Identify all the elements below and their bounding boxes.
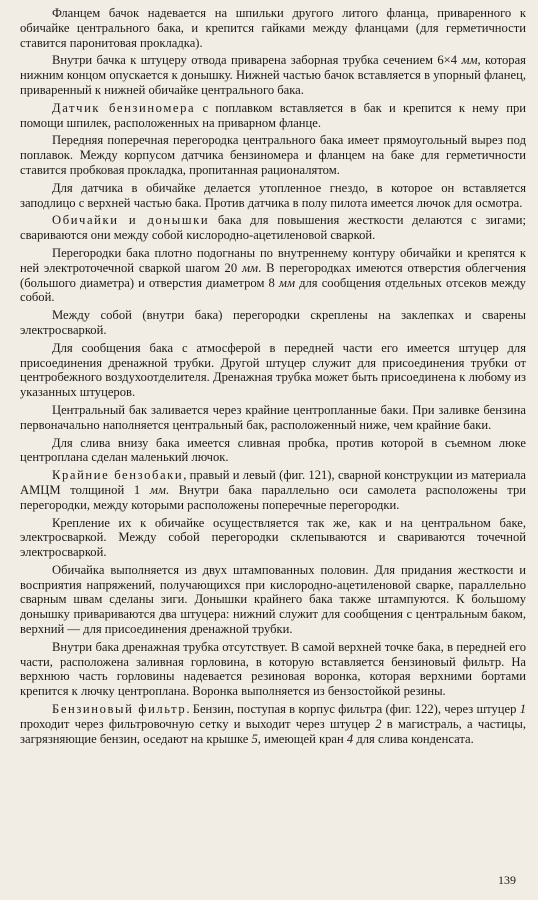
text-run: Внутри бака дренажная трубка отсутствует. В самой верхней точке бака, в передней его части, расположена заливная горловина, в которую вставляется бензиновый фильтр. На верхнюю часть горловины надевается резиновая воронка, которая верхними бортами крепится к лючку центроплана. Воронка выполняется из бензостойкой резины. xyxy=(20,639,526,699)
body-text xyxy=(20,6,526,749)
paragraph xyxy=(20,133,526,177)
text-run: Фланцем бачок надевается на шпильки другого литого фланца, приваренного к обичайке центрального бака, и крепится гайками между фланцами (для герметичности ставится паронитовая прокладка). xyxy=(20,6,526,50)
italic-text: 4 xyxy=(346,731,354,746)
italic-text: 5 xyxy=(251,731,258,746)
italic-text: мм xyxy=(461,53,478,68)
text-run: , которая нижним концом опускается к донышку. Нижней частью бачок вставляется в упорный фланец, приваренный к нижней обичайке центрального бака. xyxy=(20,53,526,97)
text-run: с поплавком вставляется в бак и крепится к нему при помощи шпилек, расположенных на приварном фланце. xyxy=(20,100,526,130)
text-run: Для слива внизу бака имеется сливная пробка, против которой в съемном люке центроплана сделан маленький лючок. xyxy=(20,435,526,465)
text-run: . Бензин, поступая в корпус фильтра (фиг. 122), через штуцер xyxy=(186,702,520,717)
text-run: в магистраль, а частицы, загрязняющие бензин, оседают на крышке xyxy=(20,716,526,746)
paragraph xyxy=(20,640,526,699)
text-run: , имеющей кран xyxy=(257,731,347,746)
paragraph xyxy=(20,516,526,560)
paragraph xyxy=(20,101,526,131)
page-number: 139 xyxy=(498,873,516,887)
text-run: Внутри бачка к штуцеру отвода приварена заборная трубка сечением 6×4 xyxy=(52,53,462,68)
italic-text: мм xyxy=(242,260,259,275)
paragraph xyxy=(20,246,526,305)
text-run: . Внутри бака параллельно оси самолета расположены три перегородки, между которыми расположены поперечные перегородки. xyxy=(20,482,526,512)
paragraph xyxy=(20,563,526,637)
paragraph xyxy=(20,436,526,466)
italic-text: 1 xyxy=(519,702,526,717)
spaced-heading: Бензиновый фильтр xyxy=(52,702,187,717)
text-run: Для сообщения бака с атмосферой в передней части его имеется штуцер для присоединения дренажной трубки. Другой штуцер служит для присоединения трубки от центробежного воздухоотделителя. Дренажная трубка может быть присоединена к любому из указанных штуцеров. xyxy=(20,340,526,400)
text-run: бака для повышения жесткости делаются с зигами; свариваются они между собой кислородно-ацетиленовой сваркой. xyxy=(20,213,527,243)
italic-text: мм xyxy=(278,275,295,290)
text-run: , правый и левый (фиг. 121), сварной конструкции из материала АМЦМ толщиной 1 xyxy=(20,468,526,497)
paragraph xyxy=(20,468,526,512)
paragraph xyxy=(20,181,526,211)
text-run: Для датчика в обичайке делается утопленное гнездо, в которое он вставляется заподлицо с верхней частью бака. Против датчика в полу пилота имеется лючок для осмотра. xyxy=(20,180,526,210)
text-run: Передняя поперечная перегородка центрального бака имеет прямоугольный вырез под поплавок. Между корпусом датчика бензиномера и фланцем на баке для герметичности ставится пробковая прокладка, пропитанная рационалятом. xyxy=(20,133,526,177)
text-run: . В перегородках имеются отверстия облегчения (большого диаметра) и отверстия диаметром 8 xyxy=(20,260,526,290)
italic-text: 2 xyxy=(375,716,382,731)
paragraph xyxy=(20,53,526,97)
paragraph xyxy=(20,702,526,746)
italic-text: мм xyxy=(149,482,166,497)
spaced-heading: Обичайки и донышки xyxy=(52,213,210,228)
text-run: для сообщения отдельных отсеков между собой. xyxy=(20,275,526,305)
text-run: Центральный бак заливается через крайние центропланные баки. При заливке бензина первоначально наполняется центральный бак, расположенный ниже, чем крайние баки. xyxy=(20,402,526,432)
spaced-heading: Крайние бензобаки xyxy=(52,468,184,483)
text-run: Перегородки бака плотно подогнаны по внутреннему контуру обичайки и крепятся к ней электроточечной сваркой шагом 20 xyxy=(20,245,526,275)
spaced-heading: Датчик бензиномера xyxy=(52,100,196,115)
paragraph xyxy=(20,6,526,50)
paragraph xyxy=(20,308,526,338)
text-run: для слива конденсата. xyxy=(353,731,474,746)
paragraph xyxy=(20,341,526,400)
text-run: Обичайка выполняется из двух штампованных половин. Для придания жесткости и восприятия напряжений, получающихся при кислородно-ацетиленовой сварке, параллельно сварным швам сделаны зиги. Донышки крайнего бака также штампуются. К большому донышку привариваются два штуцера: нижний служит для сообщения с центральным баком, верхний — для присоединения дренажной трубки. xyxy=(20,562,526,637)
text-run: проходит через фильтровочную сетку и выходит через штуцер xyxy=(20,716,376,731)
paragraph xyxy=(20,403,526,433)
text-run: Между собой (внутри бака) перегородки скреплены на заклепках и сварены электросваркой. xyxy=(20,308,526,337)
paragraph xyxy=(20,213,526,243)
text-run: Крепление их к обичайке осуществляется так же, как и на центральном баке, электросваркой. Между собой перегородки склепываются и свариваются точечной электросваркой. xyxy=(20,515,526,560)
